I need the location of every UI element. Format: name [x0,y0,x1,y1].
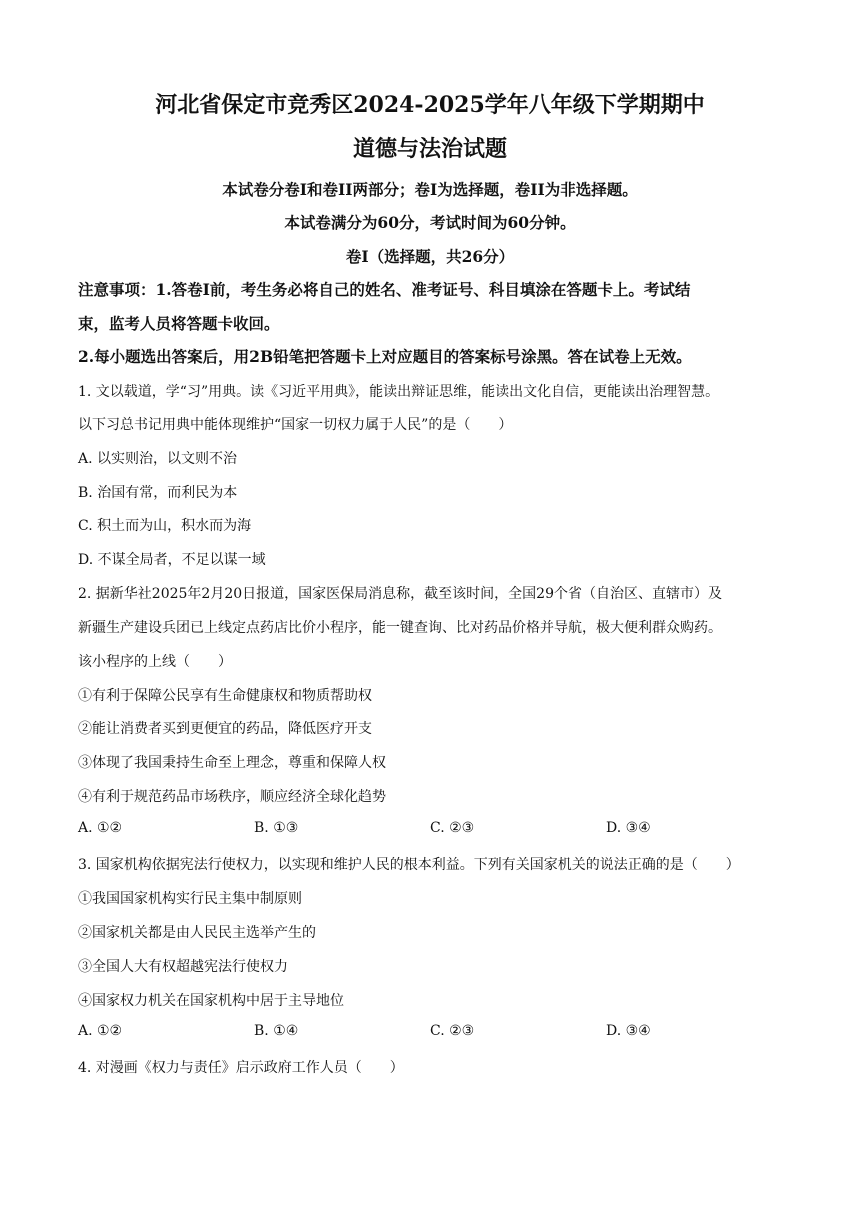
q1-option-d: D. 不谋全局者，不足以谋一域 [78,552,266,568]
q3-statement-2: ②国家机关都是由人民民主选举产生的 [78,925,316,941]
q3-statement-3: ③全国人大有权超越宪法行使权力 [78,959,288,975]
exam-intro-1: 本试卷分卷I和卷II两部分；卷I为选择题，卷II为非选择题。 [222,180,638,199]
q1-stem-line1: 1. 文以载道，学“习”用典。读《习近平用典》，能读出辩证思维，能读出文化自信，更能读出治理智慧。 [78,384,720,400]
notes-line-2: 束，监考人员将答题卡收回。 [78,314,280,333]
q2-statement-4: ④有利于规范药品市场秩序，顺应经济全球化趋势 [78,789,386,805]
q3-statement-4: ④国家权力机关在国家机构中居于主导地位 [78,993,344,1009]
q2-option-b: B. ①③ [254,820,299,836]
q2-stem-line3: 该小程序的上线（ ） [78,654,232,670]
q4-stem-line1: 4. 对漫画《权力与责任》启示政府工作人员（ ） [78,1060,404,1076]
q1-option-c: C. 积土而为山，积水而为海 [78,518,252,534]
q2-statement-3: ③体现了我国秉持生命至上理念，尊重和保障人权 [78,755,386,771]
q3-stem-line1: 3. 国家机构依据宪法行使权力，以实现和维护人民的根本利益。下列有关国家机关的说法正确的是（ ） [78,857,740,873]
q2-stem-line1: 2. 据新华社2025年2月20日报道，国家医保局消息称，截至该时间，全国29个省（自治区、直辖市）及 [78,586,722,602]
exam-intro-2: 本试卷满分为60分，考试时间为60分钟。 [284,213,576,232]
q3-statement-1: ①我国国家机构实行民主集中制原则 [78,891,302,907]
q3-option-b: B. ①④ [254,1023,299,1039]
q1-option-a: A. 以实则治，以文则不治 [78,451,238,467]
notes-line-3: 2.每小题选出答案后，用2B铅笔把答题卡上对应题目的答案标号涂黑。答在试卷上无效。 [78,347,692,366]
q3-option-d: D. ③④ [606,1023,651,1039]
q1-stem-line2: 以下习总书记用典中能体现维护“国家一切权力属于人民”的是（ ） [78,417,513,433]
q2-option-a: A. ①② [78,820,123,836]
exam-title-line2: 道德与法治试题 [352,136,507,162]
q2-option-d: D. ③④ [606,820,651,836]
notes-line-1: 注意事项：1.答卷Ⅰ前，考生务必将自己的姓名、准考证号、科目填涂在答题卡上。考试结 [78,280,691,299]
q3-option-a: A. ①② [78,1023,123,1039]
q1-option-b: B. 治国有常，而利民为本 [78,485,238,501]
q2-statement-1: ①有利于保障公民享有生命健康权和物质帮助权 [78,688,372,704]
section-heading: 卷Ⅰ（选择题，共26分） [345,247,515,266]
q3-option-c: C. ②③ [430,1023,475,1039]
q2-option-c: C. ②③ [430,820,475,836]
q2-statement-2: ②能让消费者买到更便宜的药品，降低医疗开支 [78,721,372,737]
q2-stem-line2: 新疆生产建设兵团已上线定点药店比价小程序，能一键查询、比对药品价格并导航，极大便利群众购药。 [78,620,722,636]
exam-title-line1: 河北省保定市竞秀区2024-2025学年八年级下学期期中 [155,92,705,118]
